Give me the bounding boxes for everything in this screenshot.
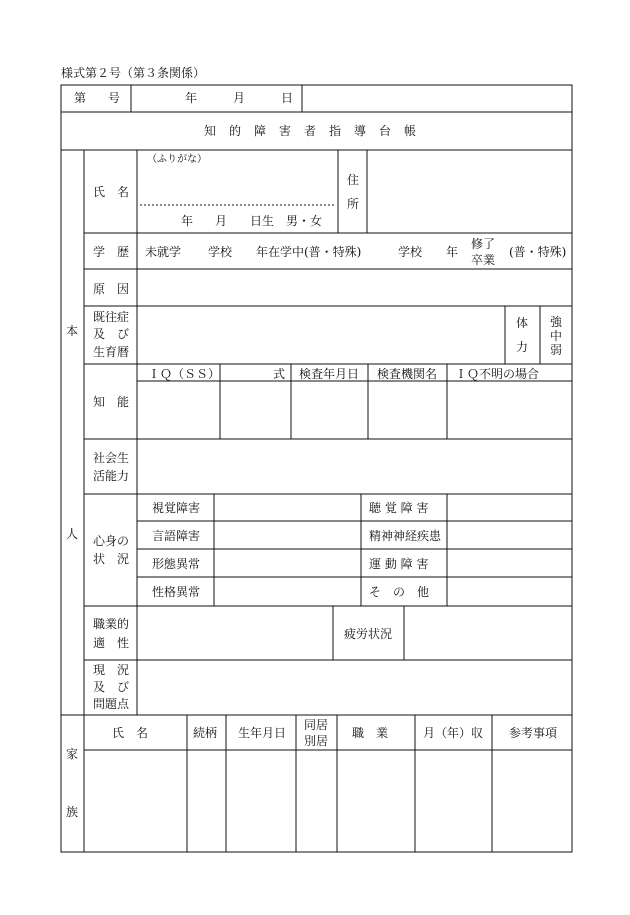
gakureki-label: 学 歴	[93, 245, 130, 259]
gengo-label: 言語障害	[152, 529, 201, 543]
name-field[interactable]	[140, 168, 336, 202]
kiou-label-2: 及 び	[93, 327, 130, 341]
gakureki-zaigaku: 年在学中(普・特殊)	[256, 245, 362, 259]
shakai-label-2: 活能力	[93, 469, 130, 483]
shakai-label-1: 社会生	[93, 451, 130, 465]
address-label-1: 住	[347, 173, 360, 187]
family-shunyu-header: 月（年）収	[423, 726, 484, 740]
tairyoku-label-2: 力	[516, 340, 529, 354]
hirou-label: 疲労状況	[344, 627, 393, 641]
top-nen: 年	[185, 91, 198, 105]
undou-field[interactable]	[447, 549, 572, 577]
genin-label: 原 因	[93, 282, 130, 296]
hirou-field[interactable]	[404, 606, 572, 660]
choukaku-label: 聴 覚 障 害	[369, 501, 429, 515]
family-zokugara-header: 続柄	[193, 726, 218, 740]
seikaku-label: 性格異常	[152, 585, 201, 599]
furigana-label: （ふりがな）	[147, 154, 207, 165]
sonota-label: そ の 他	[369, 585, 430, 599]
iq-unknown-header: ＩＱ不明の場合	[455, 367, 540, 381]
kiou-field[interactable]	[137, 306, 505, 364]
shikaku-label: 視覚障害	[152, 501, 201, 515]
seishin-field[interactable]	[447, 521, 572, 549]
seishin-label: 精神神経疾患	[369, 529, 442, 543]
shinshin-label-1: 心身の	[93, 534, 130, 548]
sonota-field[interactable]	[447, 577, 572, 606]
top-hi: 日	[281, 91, 294, 105]
genkyo-field[interactable]	[137, 660, 572, 715]
shakai-field[interactable]	[137, 439, 572, 494]
honnin-label-hon: 本	[66, 324, 79, 338]
family-shokugyo-header: 職 業	[352, 726, 389, 740]
iq-header: ＩＱ（ＳＳ）	[148, 367, 221, 381]
top-tsuki: 月	[233, 91, 246, 105]
shokugyo-label-1: 職業的	[93, 617, 130, 631]
genkyo-label-1: 現 況	[93, 663, 130, 677]
family-doukyo-header: 同居	[304, 718, 329, 732]
kensa-kikan-header: 検査機関名	[377, 367, 438, 381]
family-sankou-header: 参考事項	[509, 726, 558, 740]
keitai-label: 形態異常	[152, 557, 201, 571]
kensa-kikan-field[interactable]	[368, 381, 447, 439]
genin-field[interactable]	[137, 269, 572, 306]
undou-label: 運 動 障 害	[369, 557, 429, 571]
kazoku-label-zoku: 族	[66, 805, 79, 819]
family-bekkyo-header: 別居	[304, 734, 329, 748]
family-birth-header: 生年月日	[238, 726, 287, 740]
go-label: 号	[108, 91, 121, 105]
kazoku-label-ka: 家	[66, 747, 79, 761]
iq-unknown-field[interactable]	[447, 381, 572, 439]
chinou-label: 知 能	[93, 395, 130, 409]
gengo-field[interactable]	[214, 521, 361, 549]
tairyoku-medium[interactable]: 中	[550, 329, 563, 343]
tairyoku-strong[interactable]: 強	[550, 315, 563, 329]
seikaku-field[interactable]	[214, 577, 361, 606]
tairyoku-label-1: 体	[516, 316, 529, 330]
kiou-label-3: 生育暦	[93, 345, 130, 359]
family-birth-field[interactable]	[226, 750, 296, 852]
shikaku-field[interactable]	[214, 494, 361, 521]
genkyo-label-2: 及 び	[93, 680, 130, 694]
family-name-field[interactable]	[84, 750, 187, 852]
gakureki-shuryo: 修了	[471, 237, 496, 251]
address-label-2: 所	[347, 197, 360, 211]
dai-label: 第	[74, 91, 87, 105]
birth-hi: 日生	[250, 214, 275, 228]
family-shunyu-field[interactable]	[415, 750, 492, 852]
kiou-label-1: 既往症	[93, 310, 130, 324]
gakureki-gakko-2: 学校	[398, 245, 423, 259]
birth-nen: 年	[181, 214, 194, 228]
family-sankou-field[interactable]	[492, 750, 572, 852]
page-title: 知的障害者指導台帳	[203, 124, 429, 138]
keitai-field[interactable]	[214, 549, 361, 577]
name-label: 氏 名	[93, 185, 130, 199]
shokugyo-label-2: 適 性	[93, 636, 130, 650]
gakureki-gakko-1: 学校	[208, 245, 233, 259]
gakureki-nen: 年	[446, 245, 459, 259]
genkyo-label-3: 問題点	[93, 697, 130, 711]
kensa-date-field[interactable]	[291, 381, 368, 439]
gakureki-futoku: (普・特殊)	[509, 245, 567, 259]
gakureki-sotsugyo: 卒業	[471, 253, 496, 267]
gakureki-mishugaku[interactable]: 未就学	[145, 245, 182, 259]
shiki-header: 式	[273, 367, 286, 381]
iq-field[interactable]	[137, 381, 220, 439]
shokugyo-field[interactable]	[137, 606, 333, 660]
family-name-header: 氏 名	[112, 726, 149, 740]
address-field[interactable]	[367, 150, 572, 233]
honnin-label-nin: 人	[66, 527, 79, 541]
birth-tsuki: 月	[215, 214, 228, 228]
shiki-field[interactable]	[220, 381, 291, 439]
family-doukyo-field[interactable]	[296, 750, 337, 852]
shinshin-label-2: 状 況	[93, 552, 130, 566]
choukaku-field[interactable]	[447, 494, 572, 521]
family-shokugyo-field[interactable]	[337, 750, 415, 852]
kensa-date-header: 検査年月日	[299, 367, 360, 381]
sex-options[interactable]: 男・女	[286, 214, 323, 228]
form-number: 様式第２号（第３条関係）	[61, 66, 206, 80]
issue-date-field[interactable]	[131, 85, 302, 112]
family-zokugara-field[interactable]	[187, 750, 226, 852]
tairyoku-weak[interactable]: 弱	[550, 343, 563, 357]
